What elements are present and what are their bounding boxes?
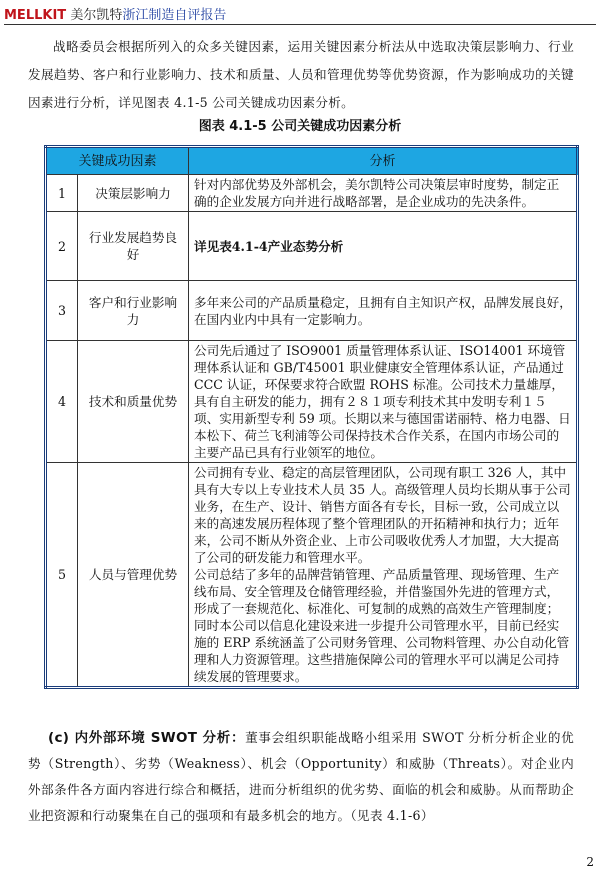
row-factor: 决策层影响力 bbox=[78, 175, 189, 212]
row-factor: 人员与管理优势 bbox=[78, 463, 189, 688]
company-name: 美尔凯特 bbox=[70, 8, 123, 23]
table-row bbox=[46, 212, 578, 281]
row-number: 2 bbox=[46, 212, 78, 281]
analysis-paragraph: 公司拥有专业、稳定的高层管理团队，公司现有职工 326 人，其中具有大专以上专业技术人员 35 人。高级管理人员均长期从事于公司业务，在生产、设计、销售方面各有专长，目标一致，公司成立以来的高速发展历程体现了整个管理团队的开拓精神和执行力；近年来，公司不断从外资企业、上市公司吸收优秀人才加盟，大大提高了公司的研发能力和管理水平。 bbox=[194, 465, 571, 565]
table-row bbox=[46, 175, 578, 212]
swot-body: 董事会组织职能战略小组采用 SWOT 分析分析企业的优势（Strength）、劣势（Weakness）、机会（Opportunity）和威胁（Threats）。对企业内外部条件各方面内容进行综合和概括，进而分析组织的优劣势、面临的机会和威胁。从而帮助企业把资源和行动聚集在自己的强项和有最多机会的地方。（见表 4.1-6） bbox=[28, 730, 575, 823]
table-row bbox=[46, 463, 578, 688]
key-success-factors-table bbox=[44, 145, 591, 689]
page-header bbox=[4, 4, 226, 23]
report-title: 浙江制造自评报告 bbox=[122, 8, 227, 23]
row-number: 1 bbox=[46, 175, 78, 212]
table-row bbox=[46, 341, 578, 463]
column-header-factor: 关键成功因素 bbox=[46, 147, 189, 175]
swot-heading: (c) 内外部环境 SWOT 分析： bbox=[48, 730, 246, 746]
intro-paragraph: 战略委员会根据所列入的众多关键因素，运用关键因素分析法从中选取决策层影响力、行业发展趋势、客户和行业影响力、技术和质量、人员和管理优势等优势资源，作为影响成功的关键因素进行分析，详见图表 4.1-5 公司关键成功因素分析。 bbox=[28, 39, 574, 110]
table-row bbox=[46, 281, 578, 341]
row-analysis: 详见表4.1-4产业态势分析 bbox=[189, 212, 578, 281]
row-factor: 客户和行业影响力 bbox=[78, 281, 189, 341]
row-number: 4 bbox=[46, 341, 78, 463]
swot-section bbox=[28, 725, 574, 829]
row-analysis: 多年来公司的产品质量稳定，且拥有自主知识产权，品牌发展良好， 在国内业内中具有一定影响力。 bbox=[189, 281, 578, 341]
page-number: 2 bbox=[586, 855, 594, 869]
brand-logo: MELLKIT bbox=[4, 8, 67, 23]
row-factor: 技术和质量优势 bbox=[78, 341, 189, 463]
column-header-analysis: 分析 bbox=[189, 147, 578, 175]
row-number: 5 bbox=[46, 463, 78, 688]
row-factor: 行业发展趋势良好 bbox=[78, 212, 189, 281]
row-analysis: 公司先后通过了 ISO9001 质量管理体系认证、ISO14001 环境管理体系认证和 GB/T45001 职业健康安全管理体系认证，产品通过 CCC 认证，环保要求符合欧盟 ROHS 标准。公司技术力量雄厚，具有自主研发的能力，拥有２８１项专利技术其中发明专利１５项、实用新型专利 59 项。长期以来与德国雷诺丽特、格力电器、日本松下、荷兰飞利浦等公司保持技术合作关系，在国内市场公司的主要产品已具有行业领军的地位。 bbox=[189, 341, 578, 463]
row-analysis bbox=[189, 463, 578, 688]
row-analysis: 针对内部优势及外部机会，美尔凯特公司决策层审时度势，制定正确的企业发展方向并进行战略部署，是企业成功的先决条件。 bbox=[189, 175, 578, 212]
row-number: 3 bbox=[46, 281, 78, 341]
header-divider bbox=[4, 24, 596, 25]
analysis-paragraph: 公司总结了多年的品牌营销管理、产品质量管理、现场管理、生产线布局、安全管理及仓储管理经验，并借鉴国外先进的管理方式，形成了一套规范化、标准化、可复制的成熟的高效生产管理制度；同时本公司以信息化建设来进一步提升公司管理水平，目前已经实施的 ERP 系统涵盖了公司财务管理、公司物料管理、办公自动化管理和人力资源管理。这些措施保障公司的管理水平可以满足公司持续发展的管理要求。 bbox=[194, 567, 570, 684]
table-header-row bbox=[46, 147, 578, 175]
table-caption: 图表 4.1-5 公司关键成功因素分析 bbox=[198, 119, 402, 134]
